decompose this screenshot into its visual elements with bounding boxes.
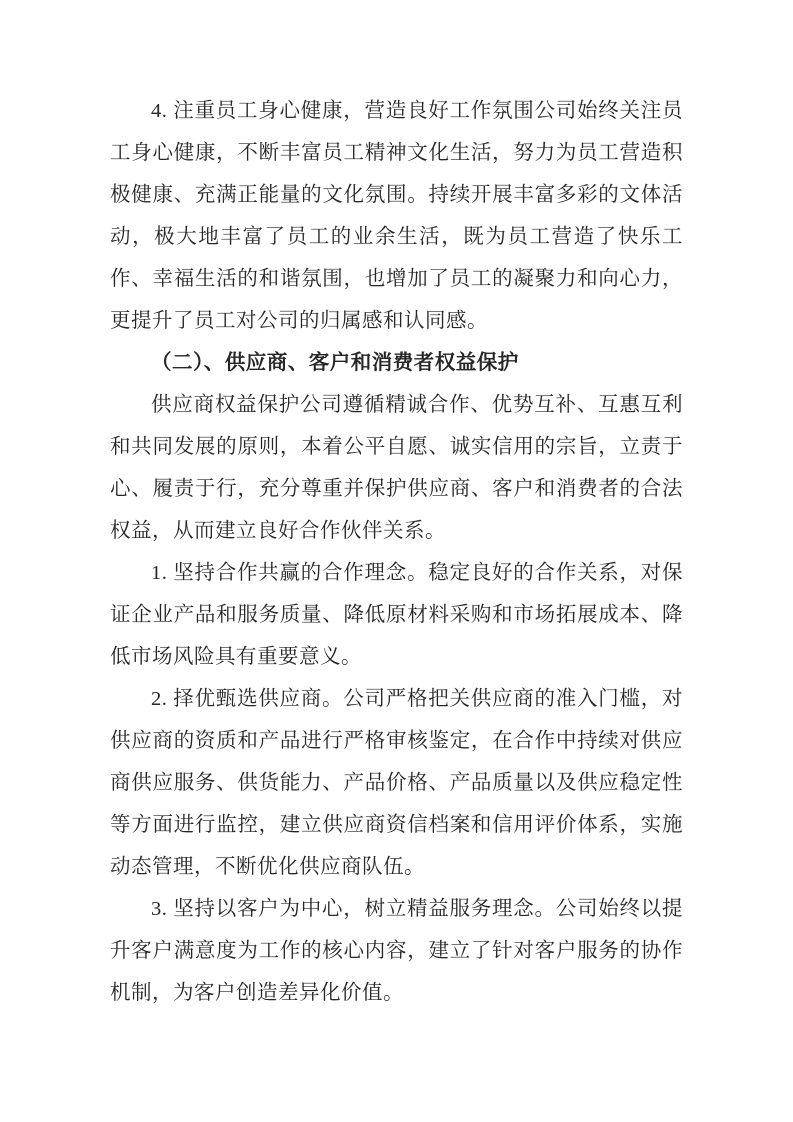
body-paragraph: 供应商权益保护公司遵循精诚合作、优势互补、互惠互利和共同发展的原则，本着公平自愿、诚实信用的宗旨，立责于心、履责于行，充分尊重并保护供应商、客户和消费者的合法权益，从而建立良好合作伙伴关系。: [110, 394, 683, 542]
body-paragraph: 3. 坚持以客户为中心，树立精益服务理念。公司始终以提升客户满意度为工作的核心内容，建立了针对客户服务的协作机制，为客户创造差异化价值。: [110, 898, 683, 1004]
section-heading: （二）、供应商、客户和消费者权益保护: [151, 352, 519, 374]
document-content: [110, 90, 683, 1014]
body-paragraph: 2. 择优甄选供应商。公司严格把关供应商的准入门槛，对供应商的资质和产品进行严格审核鉴定，在合作中持续对供应商供应服务、供货能力、产品价格、产品质量以及供应稳定性等方面进行监控，建立供应商资信档案和信用评价体系，实施动态管理，不断优化供应商队伍。: [110, 688, 683, 878]
body-paragraph: 1. 坚持合作共赢的合作理念。稳定良好的合作关系，对保证企业产品和服务质量、降低原材料采购和市场拓展成本、降低市场风险具有重要意义。: [110, 562, 683, 668]
body-paragraph: 4. 注重员工身心健康，营造良好工作氛围公司始终关注员工身心健康，不断丰富员工精神文化生活，努力为员工营造积极健康、充满正能量的文化氛围。持续开展丰富多彩的文体活动，极大地丰富了员工的业余生活，既为员工营造了快乐工作、幸福生活的和谐氛围，也增加了员工的凝聚力和向心力，更提升了员工对公司的归属感和认同感。: [110, 100, 683, 332]
